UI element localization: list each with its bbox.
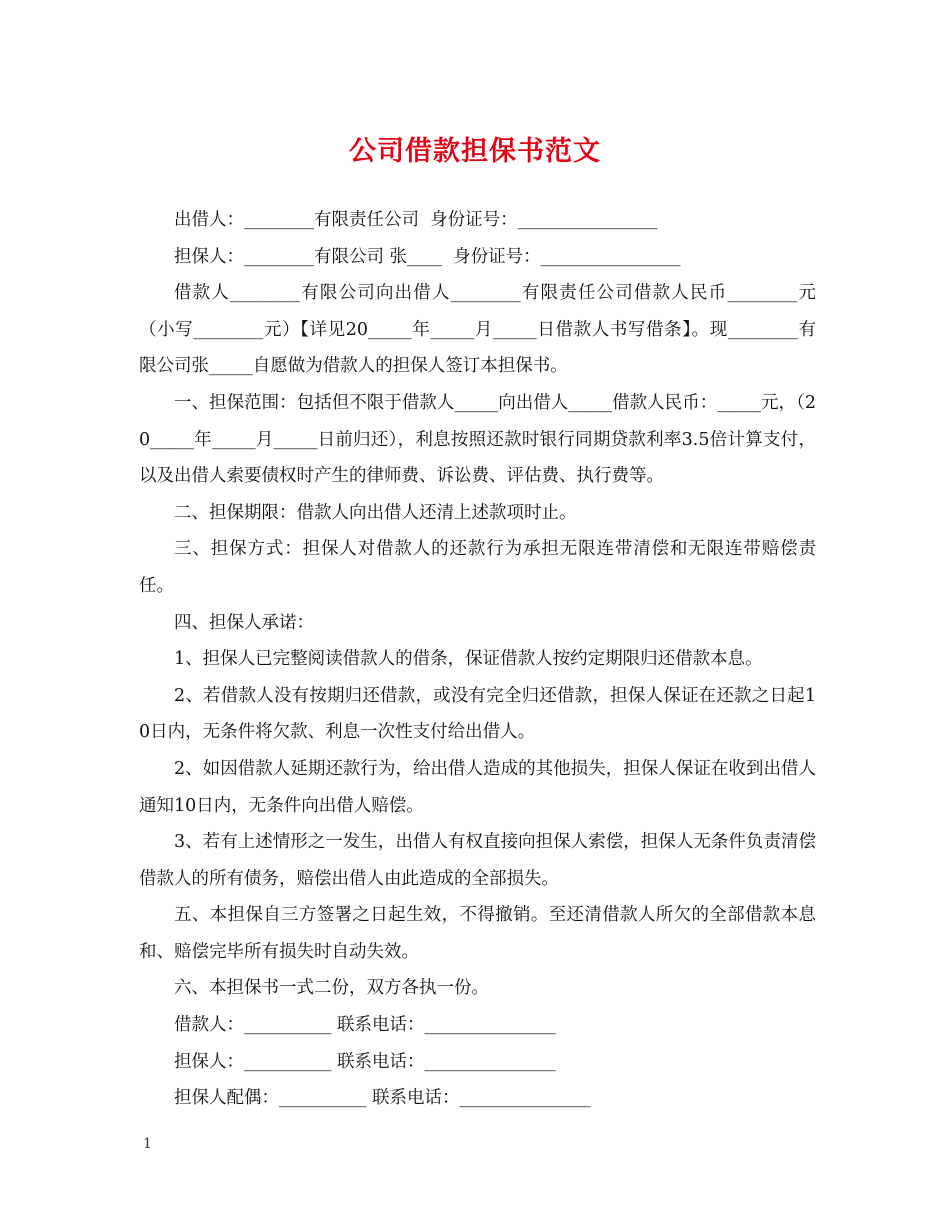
borrower-signature-line: 借款人：__________ 联系电话：_______________ [174, 1015, 556, 1036]
document-title: 公司借款担保书范文 [349, 136, 601, 167]
guarantee-scope-paragraph: 一、担保范围：包括但不限于借款人_____向出借人_____借款人民币：_____元，（20_____年_____月_____日前归还），利息按照还款时银行同期贷款利率3.5倍计算支付，以及出借人索要债权时产生的律师费、诉讼费、评估费、执行费等。 [139, 392, 816, 487]
guarantor-line: 担保人：________有限公司 张____ 身份证号：________________ [174, 246, 681, 267]
page-number: 1 [143, 1136, 152, 1152]
copies-paragraph: 六、本担保书一式二份，双方各执一份。 [174, 978, 489, 999]
commitment-item-2: 2、若借款人没有按期归还借款，或没有完全归还借款，担保人保证在还款之日起10日内，无条件将欠款、利息一次性支付给出借人。 [139, 685, 816, 743]
effectiveness-paragraph: 五、本担保自三方签署之日起生效，不得撤销。至还清借款人所欠的全部借款本息和、赔偿完毕所有损失时自动失效。 [139, 905, 816, 962]
commitment-item-1: 1、担保人已完整阅读借款人的借条，保证借款人按约定期限归还借款本息。 [174, 649, 763, 670]
guarantor-commitments-heading: 四、担保人承诺： [174, 612, 314, 633]
guarantor-signature-line: 担保人：__________ 联系电话：_______________ [174, 1051, 556, 1072]
lender-line: 出借人：________有限责任公司 身份证号：________________ [174, 210, 658, 230]
commitment-item-2b: 2、如因借款人延期还款行为，给出借人造成的其他损失，担保人保证在收到出借人通知10日内，无条件向出借人赔偿。 [139, 758, 816, 816]
guarantee-period-paragraph: 二、担保期限：借款人向出借人还清上述款项时止。 [174, 502, 577, 523]
loan-description-paragraph: 借款人________有限公司向出借人________有限责任公司借款人民币________元（小写________元）【详见20_____年_____月_____日借款人书写借条】。现________有限公司张_____自愿做为借款人的担保人签订本担保书。 [139, 283, 816, 377]
guarantor-spouse-signature-line: 担保人配偶：__________ 联系电话：_______________ [174, 1088, 591, 1109]
commitment-item-3: 3、若有上述情形之一发生，出借人有权直接向担保人索偿，担保人无条件负责清偿借款人的所有债务，赔偿出借人由此造成的全部损失。 [139, 832, 816, 889]
document-body [139, 202, 816, 1117]
guarantee-method-paragraph: 三、担保方式：担保人对借款人的还款行为承担无限连带清偿和无限连带赔偿责任。 [139, 539, 816, 596]
